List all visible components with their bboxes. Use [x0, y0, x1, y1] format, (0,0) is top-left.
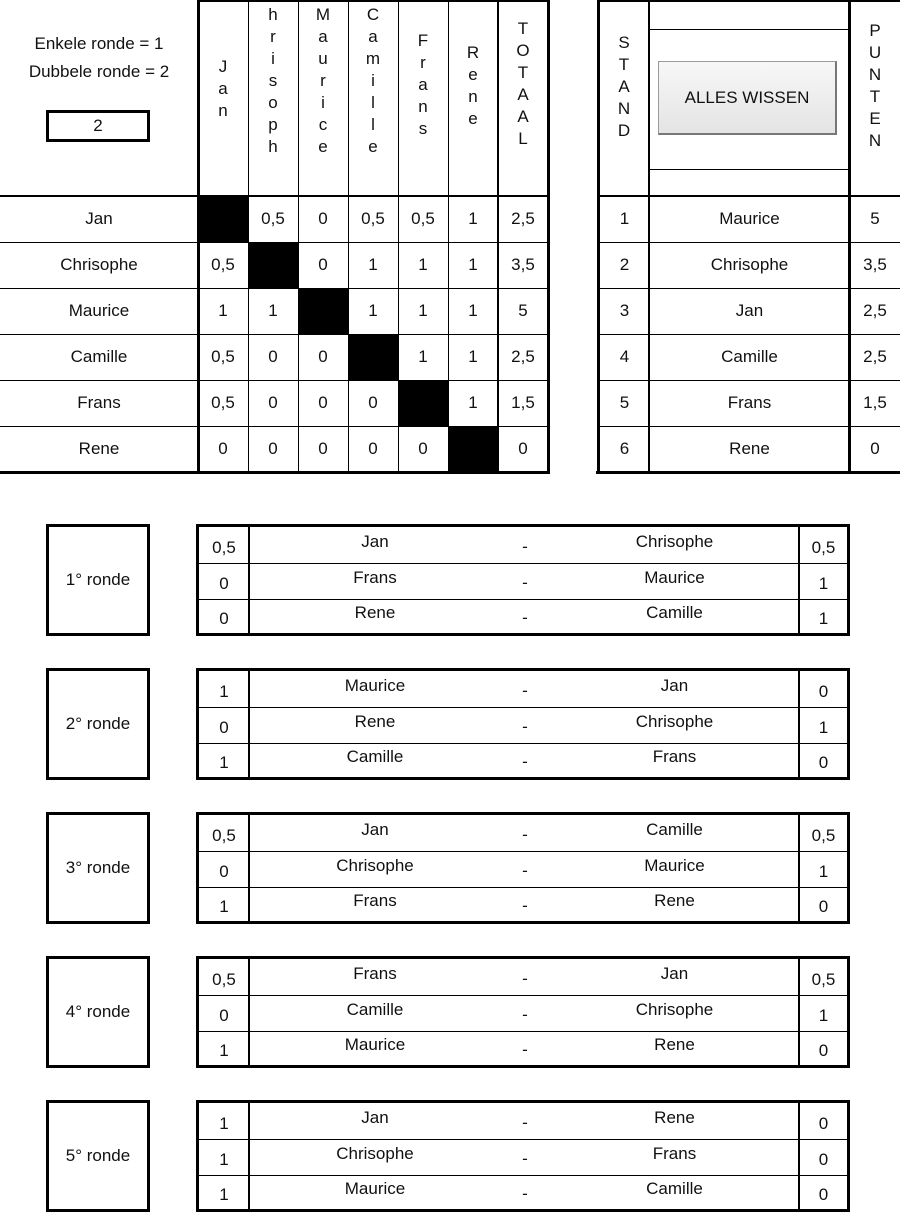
header-letter: e — [468, 109, 478, 128]
column-header-jan — [198, 56, 248, 122]
match-separator: - — [522, 608, 528, 627]
standing-position: 2 — [619, 255, 630, 274]
column-header-rene — [448, 42, 498, 130]
player-right: Jan — [660, 676, 689, 695]
header-letter: D — [617, 121, 631, 140]
score-cell[interactable]: 0 — [368, 439, 378, 458]
header-letter: l — [371, 115, 375, 134]
player-right: Chrisophe — [635, 1000, 714, 1019]
score-cell[interactable]: 0 — [318, 393, 328, 412]
score-cell[interactable]: 0 — [268, 347, 278, 366]
score-right-input[interactable]: 0 — [818, 682, 829, 701]
score-right-input[interactable]: 0,5 — [811, 826, 836, 845]
total-cell: 0 — [518, 439, 528, 458]
score-right-input[interactable]: 0 — [818, 753, 829, 772]
score-right-input[interactable]: 0 — [818, 1150, 829, 1169]
player-right: Maurice — [644, 856, 705, 875]
header-letter: A — [618, 77, 630, 96]
match-separator: - — [522, 1113, 528, 1132]
header-letter: p — [268, 115, 278, 134]
header-letter: e — [318, 137, 328, 156]
column-header-totaal — [498, 18, 548, 150]
header-letter: E — [869, 109, 881, 128]
score-cell[interactable]: 0,5 — [211, 393, 235, 412]
score-left-input[interactable]: 1 — [219, 1150, 229, 1169]
player-right: Chrisophe — [635, 532, 714, 551]
match-separator: - — [522, 1149, 528, 1168]
header-letter: U — [868, 43, 882, 62]
blocked-cell — [398, 380, 448, 426]
round-label: 4° ronde — [46, 956, 150, 1068]
score-cell[interactable]: 1 — [468, 393, 478, 412]
header-letter: N — [868, 131, 882, 150]
header-letter: r — [270, 27, 276, 46]
header-letter: M — [315, 5, 331, 24]
score-right-input[interactable]: 0,5 — [811, 970, 836, 989]
score-cell[interactable]: 0 — [268, 439, 278, 458]
header-letter: l — [371, 93, 375, 112]
player-left: Frans — [353, 891, 397, 910]
player-left: Maurice — [344, 676, 406, 695]
player-left: Camille — [346, 747, 404, 766]
score-right-input[interactable]: 1 — [818, 1006, 829, 1025]
match-separator: - — [522, 896, 528, 915]
player-left: Jan — [361, 1108, 389, 1127]
match-separator: - — [522, 1040, 528, 1059]
total-cell: 5 — [518, 301, 528, 320]
standing-position: 3 — [619, 301, 630, 320]
standing-points: 2,5 — [863, 301, 887, 320]
score-right-input[interactable]: 1 — [818, 574, 829, 593]
header-letter: a — [318, 27, 328, 46]
standing-name: Frans — [727, 393, 772, 412]
total-cell: 1,5 — [511, 393, 535, 412]
score-left-input[interactable]: 1 — [219, 1185, 229, 1204]
header-letter: a — [418, 75, 428, 94]
header-letter: s — [268, 71, 278, 90]
score-right-input[interactable]: 1 — [818, 862, 829, 881]
round-label: 1° ronde — [46, 524, 150, 636]
blocked-cell — [448, 426, 498, 472]
header-letter: r — [420, 53, 426, 72]
header-letter: T — [618, 55, 630, 74]
header-letter: o — [268, 93, 278, 112]
score-cell[interactable]: 1 — [468, 209, 478, 228]
header-letter: u — [318, 49, 328, 68]
score-cell[interactable]: 1 — [218, 301, 228, 320]
grid-line-h — [598, 0, 900, 2]
header-letter: N — [617, 99, 631, 118]
header-letter: a — [218, 79, 228, 98]
header-letter: i — [371, 71, 375, 90]
match-separator: - — [522, 1184, 528, 1203]
blocked-cell — [248, 242, 298, 288]
header-letter: e — [468, 65, 478, 84]
header-letter: i — [321, 93, 325, 112]
score-left-input[interactable]: 1 — [219, 1114, 229, 1133]
match-separator: - — [522, 969, 528, 988]
match-separator: - — [522, 573, 528, 592]
player-left: Frans — [353, 568, 397, 587]
player-left: Chrisophe — [336, 856, 414, 875]
score-left-input[interactable]: 1 — [219, 682, 229, 701]
standing-points: 1,5 — [863, 393, 887, 412]
header-letter: S — [618, 33, 630, 52]
single-round-note: Enkele ronde = 1 — [34, 34, 164, 53]
column-header-camille — [348, 4, 398, 158]
standing-position: 4 — [619, 347, 630, 366]
clear-all-button[interactable]: ALLES WISSEN — [658, 61, 837, 135]
player-left: Jan — [361, 532, 389, 551]
score-cell[interactable]: 0,5 — [211, 255, 235, 274]
header-letter: n — [218, 101, 228, 120]
score-cell[interactable]: 0 — [418, 439, 428, 458]
header-letter: i — [271, 49, 275, 68]
player-left: Frans — [353, 964, 397, 983]
header-letter: e — [368, 137, 378, 156]
column-header-hrisoph — [248, 4, 298, 158]
stand-header — [599, 32, 649, 142]
column-header-frans — [398, 30, 448, 140]
header-letter: a — [368, 27, 378, 46]
score-right-input[interactable]: 0,5 — [811, 538, 836, 557]
player-left: Camille — [346, 1000, 404, 1019]
standing-name: Jan — [735, 301, 764, 320]
header-letter: C — [366, 5, 380, 24]
score-cell[interactable]: 0,5 — [261, 209, 285, 228]
blocked-cell — [198, 196, 248, 242]
header-letter: R — [466, 43, 480, 62]
score-cell[interactable]: 1 — [418, 301, 428, 320]
player-left: Maurice — [344, 1179, 406, 1198]
score-cell[interactable]: 1 — [418, 255, 428, 274]
score-left-input[interactable]: 0,5 — [212, 970, 236, 989]
score-cell[interactable]: 0 — [368, 393, 378, 412]
score-cell[interactable]: 0,5 — [361, 209, 385, 228]
header-letter: T — [869, 87, 881, 106]
column-header-maurice — [298, 4, 348, 158]
standing-position: 6 — [619, 439, 630, 458]
match-separator: - — [522, 861, 528, 880]
match-separator: - — [522, 1005, 528, 1024]
score-left-input[interactable]: 1 — [219, 897, 229, 916]
score-cell[interactable]: 0,5 — [411, 209, 435, 228]
header-letter: T — [517, 63, 529, 82]
player-right: Rene — [654, 1108, 695, 1127]
header-letter: m — [365, 49, 381, 68]
header-letter: N — [868, 65, 882, 84]
player-right: Frans — [652, 747, 697, 766]
match-separator: - — [522, 537, 528, 556]
row-name: Frans — [77, 393, 121, 412]
total-cell: 2,5 — [511, 347, 535, 366]
score-cell[interactable]: 0 — [318, 439, 328, 458]
score-left-input[interactable]: 0 — [219, 1006, 229, 1025]
standing-points: 0 — [870, 439, 880, 458]
row-name: Chrisophe — [60, 255, 138, 274]
row-name: Camille — [70, 347, 128, 366]
standing-name: Maurice — [719, 209, 780, 228]
header-letter: P — [869, 21, 881, 40]
row-name: Maurice — [68, 301, 130, 320]
match-separator: - — [522, 752, 528, 771]
row-name: Rene — [78, 439, 120, 458]
header-letter: A — [517, 107, 529, 126]
score-cell[interactable]: 1 — [368, 255, 378, 274]
header-letter: O — [516, 41, 530, 60]
player-left: Rene — [354, 603, 396, 622]
rounds-input[interactable]: 2 — [46, 110, 150, 142]
score-cell[interactable]: 1 — [268, 301, 278, 320]
header-letter: n — [418, 97, 428, 116]
header-letter: J — [218, 57, 228, 76]
player-left: Rene — [354, 712, 396, 731]
header-letter: r — [320, 71, 326, 90]
standing-position: 1 — [619, 209, 630, 228]
score-left-input[interactable]: 1 — [219, 1041, 229, 1060]
round-label: 5° ronde — [46, 1100, 150, 1212]
standing-name: Camille — [721, 347, 778, 366]
score-cell[interactable]: 1 — [418, 347, 428, 366]
standing-position: 5 — [619, 393, 630, 412]
score-cell[interactable]: 0 — [218, 439, 228, 458]
player-right: Camille — [646, 1179, 703, 1198]
total-cell: 2,5 — [511, 209, 535, 228]
player-right: Camille — [646, 820, 703, 839]
header-letter: L — [518, 129, 528, 148]
score-left-input[interactable]: 0 — [219, 574, 229, 593]
score-left-input[interactable]: 0,5 — [212, 538, 236, 557]
score-left-input[interactable]: 1 — [219, 753, 229, 772]
score-cell[interactable]: 1 — [468, 301, 478, 320]
score-right-input[interactable]: 0 — [818, 1041, 829, 1060]
standing-name: Chrisophe — [710, 255, 789, 274]
player-right: Rene — [654, 891, 695, 910]
player-right: Camille — [646, 603, 703, 622]
player-right: Rene — [654, 1035, 695, 1054]
score-right-input[interactable]: 0 — [818, 1185, 829, 1204]
header-letter: s — [418, 119, 428, 138]
score-cell[interactable]: 0 — [318, 209, 328, 228]
score-right-input[interactable]: 1 — [818, 609, 829, 628]
score-left-input[interactable]: 0 — [219, 609, 229, 628]
match-separator: - — [522, 717, 528, 736]
player-left: Chrisophe — [336, 1144, 414, 1163]
standing-points: 3,5 — [863, 255, 887, 274]
score-cell[interactable]: 0 — [318, 255, 328, 274]
score-cell[interactable]: 0 — [318, 347, 328, 366]
grid-line-h — [650, 29, 848, 30]
grid-line-h — [650, 169, 848, 170]
player-right: Jan — [660, 964, 689, 983]
score-right-input[interactable]: 0 — [818, 1114, 829, 1133]
match-separator: - — [522, 681, 528, 700]
score-right-input[interactable]: 1 — [818, 718, 829, 737]
row-name: Jan — [85, 209, 113, 228]
header-letter: T — [517, 19, 529, 38]
player-right: Maurice — [644, 568, 705, 587]
score-cell[interactable]: 1 — [368, 301, 378, 320]
header-letter: A — [517, 85, 529, 104]
score-cell[interactable]: 0,5 — [211, 347, 235, 366]
player-right: Frans — [652, 1144, 697, 1163]
round-label: 3° ronde — [46, 812, 150, 924]
player-right: Chrisophe — [635, 712, 714, 731]
score-cell[interactable]: 0 — [268, 393, 278, 412]
score-left-input[interactable]: 0 — [219, 862, 229, 881]
player-left: Jan — [361, 820, 389, 839]
score-left-input[interactable]: 0,5 — [212, 826, 236, 845]
header-letter: h — [268, 5, 278, 24]
double-round-note: Dubbele ronde = 2 — [28, 62, 170, 81]
total-cell: 3,5 — [511, 255, 535, 274]
score-right-input[interactable]: 0 — [818, 897, 829, 916]
header-letter: n — [468, 87, 478, 106]
punten-header — [850, 20, 900, 152]
round-label: 2° ronde — [46, 668, 150, 780]
score-cell[interactable]: 1 — [468, 347, 478, 366]
match-separator: - — [522, 825, 528, 844]
blocked-cell — [298, 288, 348, 334]
blocked-cell — [348, 334, 398, 380]
header-letter: F — [417, 31, 429, 50]
standing-name: Rene — [729, 439, 770, 458]
score-cell[interactable]: 1 — [468, 255, 478, 274]
score-left-input[interactable]: 0 — [219, 718, 229, 737]
standing-points: 5 — [870, 209, 880, 228]
player-left: Maurice — [344, 1035, 406, 1054]
header-letter: h — [268, 137, 278, 156]
header-letter: c — [318, 115, 328, 134]
standing-points: 2,5 — [863, 347, 887, 366]
